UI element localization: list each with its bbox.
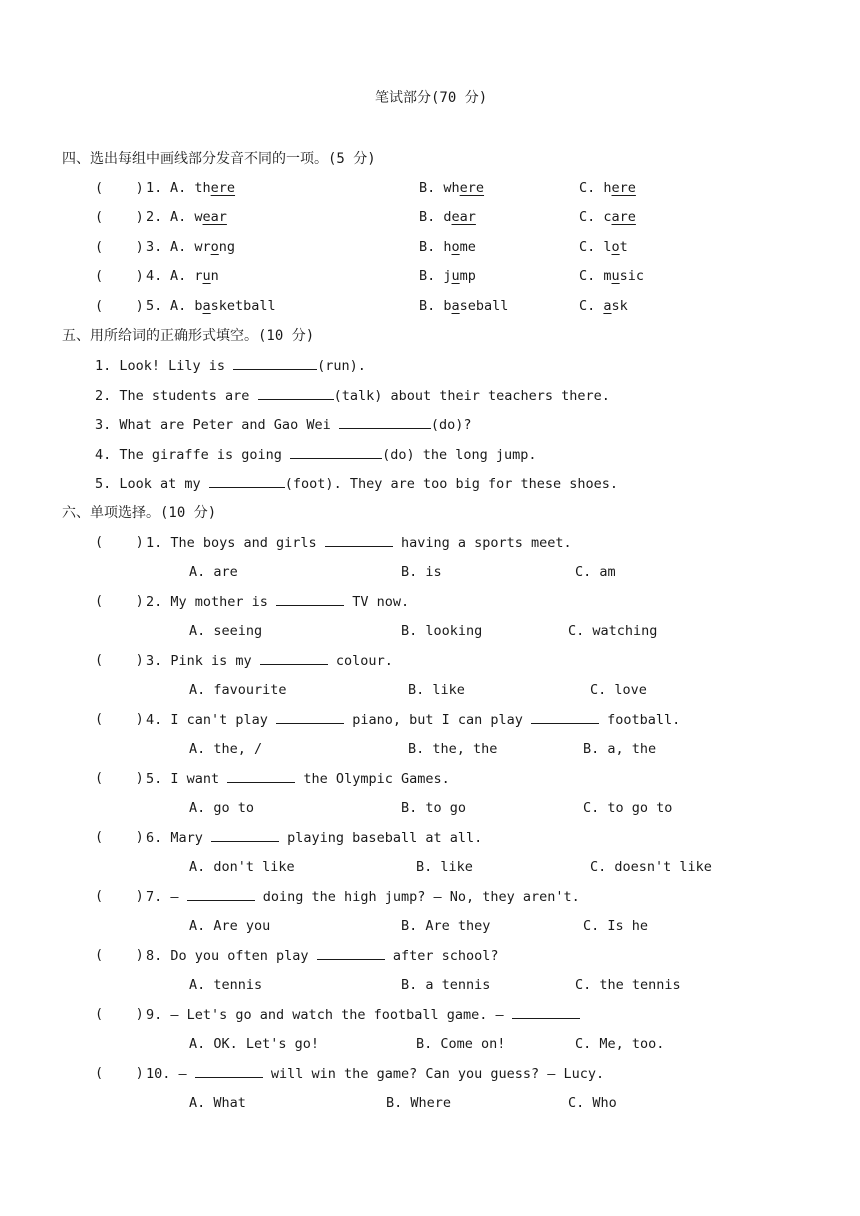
fill-in-blank[interactable] — [290, 445, 382, 459]
choice-option[interactable]: A. don't like — [189, 859, 295, 875]
option-prefix: C. l — [579, 239, 612, 255]
question-stem — [146, 887, 580, 906]
option-c[interactable] — [579, 267, 644, 285]
option-suffix: n — [210, 268, 219, 284]
underlined-part: are — [611, 209, 636, 225]
question-stem — [146, 592, 409, 611]
choice-option[interactable]: A. the, / — [189, 741, 263, 757]
option-a-word — [170, 298, 276, 314]
underlined-part: o — [451, 239, 460, 255]
answer-blank[interactable] — [531, 710, 599, 724]
section-5-heading: 五、用所给词的正确形式填空。(10 分) — [62, 328, 315, 344]
choice-option[interactable]: C. Me, too. — [575, 1036, 665, 1052]
choice-option[interactable]: B. Where — [386, 1095, 452, 1111]
option-a-word — [170, 180, 235, 196]
question-number: 5. — [146, 771, 171, 787]
stem-text: having a sports meet. — [392, 535, 572, 551]
option-suffix: sic — [619, 268, 645, 284]
answer-blank[interactable] — [211, 828, 279, 842]
option-suffix: sk — [611, 298, 628, 314]
option-c-word — [579, 239, 628, 255]
stem-text: playing baseball at all. — [279, 830, 483, 846]
fill-in-blank[interactable] — [339, 415, 431, 429]
answer-paren[interactable]: ( ) — [95, 711, 144, 727]
choice-option[interactable]: C. Who — [568, 1095, 617, 1111]
answer-paren[interactable]: ( ) — [95, 298, 144, 314]
question-stem — [146, 533, 572, 552]
question-number: 3. — [146, 239, 163, 255]
fill-in-blank[interactable] — [258, 386, 334, 400]
stem-text: the Olympic Games. — [295, 771, 450, 787]
fill-in-prompt: 3. What are Peter and Gao Wei — [95, 417, 339, 433]
fill-in-hint: (do)? — [430, 417, 472, 433]
underlined-part: o — [210, 239, 219, 255]
answer-paren[interactable]: ( ) — [95, 829, 144, 845]
option-a[interactable] — [170, 179, 235, 197]
option-prefix: B. wh — [419, 180, 460, 196]
fill-in-prompt: 1. Look! Lily is — [95, 358, 234, 374]
choice-option[interactable]: A. are — [189, 564, 238, 580]
stem-text: — — [170, 889, 187, 905]
stem-text: Pink is my — [170, 653, 260, 669]
choice-option[interactable]: A. What — [189, 1095, 246, 1111]
option-c-word — [579, 209, 636, 225]
option-c[interactable] — [579, 238, 628, 256]
question-stem — [146, 769, 450, 788]
question-number: 2. — [146, 594, 171, 610]
option-prefix: A. b — [170, 298, 203, 314]
underlined-part: u — [451, 268, 460, 284]
question-number: 7. — [146, 889, 171, 905]
option-suffix: ng — [218, 239, 236, 255]
stem-text: I can't play — [170, 712, 277, 728]
question-number: 3. — [146, 653, 171, 669]
fill-in-blank[interactable] — [209, 474, 285, 488]
option-b[interactable] — [419, 238, 476, 256]
page-title: 笔试部分(70 分) — [375, 90, 488, 106]
choice-option[interactable]: B. Come on! — [416, 1036, 506, 1052]
fill-in-item — [95, 415, 471, 434]
fill-in-prompt: 5. Look at my — [95, 476, 209, 492]
option-prefix: B. d — [419, 209, 452, 225]
option-b-word — [419, 239, 476, 255]
option-prefix: A. w — [170, 209, 203, 225]
choice-option[interactable]: C. the tennis — [575, 977, 681, 993]
choice-option[interactable]: B. is — [401, 564, 442, 580]
stem-text: My mother is — [170, 594, 277, 610]
question-number: 1. — [146, 535, 171, 551]
question-number: 1. — [146, 180, 163, 196]
fill-in-hint: (do) the long jump. — [382, 447, 537, 463]
answer-blank[interactable] — [512, 1005, 580, 1019]
question-number: 4. — [146, 268, 163, 284]
fill-in-blank[interactable] — [233, 356, 317, 370]
question-stem — [146, 828, 482, 847]
question-number: 8. — [146, 948, 171, 964]
underlined-part: u — [611, 268, 620, 284]
answer-blank[interactable] — [260, 651, 328, 665]
option-prefix: C. — [579, 298, 604, 314]
question-number: 5. — [146, 298, 163, 314]
section-4-heading: 四、选出每组中画线部分发音不同的一项。(5 分) — [62, 151, 376, 167]
stem-text: — — [178, 1066, 195, 1082]
choice-option[interactable]: C. watching — [568, 623, 658, 639]
underlined-part: ere — [459, 180, 485, 196]
underlined-part: ear — [202, 209, 227, 225]
stem-text: doing the high jump? — No, they aren't. — [254, 889, 580, 905]
stem-text: after school? — [384, 948, 499, 964]
answer-blank[interactable] — [325, 533, 393, 547]
option-a[interactable] — [170, 297, 276, 315]
choice-option[interactable]: A. seeing — [189, 623, 263, 639]
option-a[interactable] — [170, 238, 235, 256]
question-number: 4. — [146, 712, 171, 728]
fill-in-hint: (run). — [317, 358, 366, 374]
option-b[interactable] — [419, 179, 484, 197]
option-prefix: B. h — [419, 239, 452, 255]
answer-blank[interactable] — [276, 710, 344, 724]
choice-option[interactable]: B. to go — [401, 800, 467, 816]
underlined-part: ere — [611, 180, 636, 196]
option-c[interactable] — [579, 297, 628, 315]
choice-option[interactable]: C. to go to — [583, 800, 673, 816]
option-prefix: C. h — [579, 180, 612, 196]
option-a[interactable] — [170, 267, 219, 285]
answer-blank[interactable] — [227, 769, 295, 783]
option-suffix: mp — [459, 268, 476, 284]
question-stem — [146, 710, 680, 729]
answer-blank[interactable] — [276, 592, 344, 606]
choice-option[interactable]: A. tennis — [189, 977, 263, 993]
stem-text: Mary — [170, 830, 212, 846]
fill-in-prompt: 2. The students are — [95, 388, 258, 404]
option-suffix: t — [619, 239, 628, 255]
choice-option[interactable]: C. am — [575, 564, 616, 580]
underlined-part: a — [451, 298, 460, 314]
option-c[interactable] — [579, 208, 636, 226]
choice-option[interactable]: B. like — [416, 859, 473, 875]
choice-option[interactable]: A. favourite — [189, 682, 287, 698]
fill-in-hint: (talk) about their teachers there. — [333, 388, 610, 404]
option-prefix: C. m — [579, 268, 612, 284]
option-suffix: seball — [459, 298, 509, 314]
stem-text: will win the game? Can you guess? — Lucy. — [262, 1066, 605, 1082]
underlined-part: ear — [451, 209, 476, 225]
option-a-word — [170, 209, 227, 225]
answer-blank[interactable] — [187, 887, 255, 901]
option-a-word — [170, 239, 235, 255]
answer-paren[interactable]: ( ) — [95, 209, 144, 225]
stem-text: The boys and girls — [170, 535, 325, 551]
answer-paren[interactable]: ( ) — [95, 888, 144, 904]
answer-paren[interactable]: ( ) — [95, 239, 144, 255]
fill-in-item — [95, 445, 537, 464]
stem-text: piano, but I can play — [344, 712, 531, 728]
question-number: 9. — [146, 1007, 171, 1023]
option-b[interactable] — [419, 297, 508, 315]
section-6-heading: 六、单项选择。(10 分) — [62, 505, 217, 521]
option-suffix: me — [459, 239, 476, 255]
answer-paren[interactable]: ( ) — [95, 180, 144, 196]
option-c-word — [579, 180, 636, 196]
stem-text: football. — [599, 712, 681, 728]
choice-option[interactable]: B. looking — [401, 623, 483, 639]
choice-option[interactable]: B. a tennis — [401, 977, 491, 993]
answer-paren[interactable]: ( ) — [95, 947, 144, 963]
stem-text: colour. — [327, 653, 393, 669]
option-prefix: A. th — [170, 180, 211, 196]
option-c-word — [579, 298, 628, 314]
underlined-part: u — [202, 268, 211, 284]
choice-option[interactable]: A. Are you — [189, 918, 271, 934]
option-suffix: sketball — [210, 298, 276, 314]
option-a-word — [170, 268, 219, 284]
answer-blank[interactable] — [195, 1064, 263, 1078]
answer-paren[interactable]: ( ) — [95, 652, 144, 668]
question-stem — [146, 946, 499, 965]
option-b-word — [419, 180, 484, 196]
option-b-word — [419, 268, 476, 284]
answer-paren[interactable]: ( ) — [95, 1006, 144, 1022]
underlined-part: a — [202, 298, 211, 314]
underlined-part: a — [603, 298, 612, 314]
question-number: 6. — [146, 830, 171, 846]
option-prefix: B. b — [419, 298, 452, 314]
choice-option[interactable]: B. the, the — [408, 741, 498, 757]
answer-paren[interactable]: ( ) — [95, 770, 144, 786]
answer-paren[interactable]: ( ) — [95, 593, 144, 609]
answer-paren[interactable]: ( ) — [95, 534, 144, 550]
choice-option[interactable]: C. Is he — [583, 918, 649, 934]
stem-text: I want — [170, 771, 228, 787]
question-stem — [146, 1005, 580, 1024]
question-stem — [146, 651, 393, 670]
option-c-word — [579, 268, 644, 284]
question-number: 10. — [146, 1066, 179, 1082]
choice-option[interactable]: C. love — [590, 682, 647, 698]
answer-paren[interactable]: ( ) — [95, 1065, 144, 1081]
question-number: 2. — [146, 209, 163, 225]
option-prefix: A. r — [170, 268, 203, 284]
answer-blank[interactable] — [317, 946, 385, 960]
option-prefix: B. j — [419, 268, 452, 284]
option-b[interactable] — [419, 267, 476, 285]
option-prefix: A. wr — [170, 239, 211, 255]
underlined-part: ere — [210, 180, 236, 196]
question-stem — [146, 1064, 604, 1083]
option-prefix: C. c — [579, 209, 612, 225]
choice-option[interactable]: A. OK. Let's go! — [189, 1036, 320, 1052]
option-b-word — [419, 209, 476, 225]
stem-text: TV now. — [344, 594, 410, 610]
fill-in-item — [95, 386, 610, 405]
underlined-part: o — [611, 239, 620, 255]
fill-in-item — [95, 356, 366, 375]
stem-text: Do you often play — [170, 948, 317, 964]
choice-option[interactable]: B. like — [408, 682, 465, 698]
fill-in-hint: (foot). They are too big for these shoes. — [284, 476, 619, 492]
option-c[interactable] — [579, 179, 636, 197]
option-a[interactable] — [170, 208, 227, 226]
stem-text: — Let's go and watch the football game. — — [170, 1007, 512, 1023]
fill-in-prompt: 4. The giraffe is going — [95, 447, 291, 463]
choice-option[interactable]: B. Are they — [401, 918, 491, 934]
answer-paren[interactable]: ( ) — [95, 268, 144, 284]
option-b-word — [419, 298, 508, 314]
choice-option[interactable]: C. doesn't like — [590, 859, 712, 875]
choice-option[interactable]: A. go to — [189, 800, 255, 816]
fill-in-item — [95, 474, 618, 493]
option-b[interactable] — [419, 208, 476, 226]
choice-option[interactable]: B. a, the — [583, 741, 657, 757]
